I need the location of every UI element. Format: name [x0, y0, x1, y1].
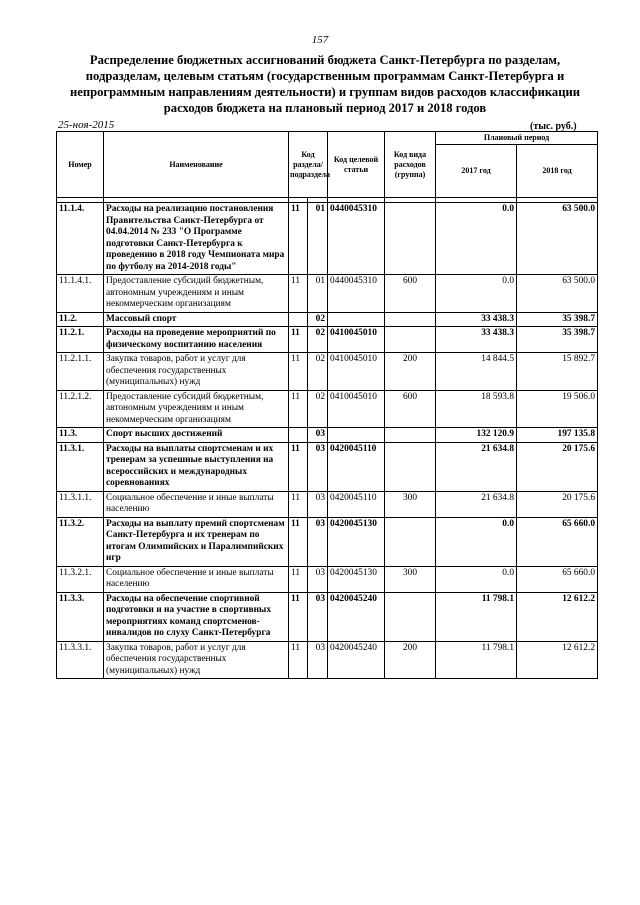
- row-amount-2018: 35 398.7: [517, 327, 598, 353]
- row-name: Предоставление субсидий бюджетным, автономным учреждениям и иным некоммерческим организациям: [104, 390, 289, 428]
- table-row: [57, 592, 598, 641]
- row-section-code: 11: [289, 353, 308, 391]
- row-number: 11.3.3.: [57, 592, 104, 641]
- row-target-code: 0420045110: [328, 442, 385, 491]
- row-amount-2017: 132 120.9: [436, 428, 517, 443]
- row-target-code: 0410045010: [328, 327, 385, 353]
- row-name: Расходы на выплаты спортсменам и их тренерам за успешные выступления на всероссийских и международных соревнованиях: [104, 442, 289, 491]
- row-expense-code: 600: [385, 275, 436, 313]
- header-planned-period: Плановый период: [436, 132, 598, 145]
- row-target-code: 0410045010: [328, 353, 385, 391]
- row-section-code: 11: [289, 390, 308, 428]
- row-expense-code: 200: [385, 353, 436, 391]
- header-section-code: Код раздела/подраздела: [289, 132, 328, 198]
- row-expense-code: 300: [385, 491, 436, 517]
- row-name: Спорт высших достижений: [104, 428, 289, 443]
- row-number: 11.1.4.1.: [57, 275, 104, 313]
- row-target-code: [328, 312, 385, 327]
- header-expense-code: Код вида расходов (группа): [385, 132, 436, 198]
- row-amount-2018: 35 398.7: [517, 312, 598, 327]
- row-number: 11.3.: [57, 428, 104, 443]
- row-expense-code: [385, 312, 436, 327]
- row-number: 11.2.1.: [57, 327, 104, 353]
- row-section-code: [289, 312, 308, 327]
- row-target-code: [328, 428, 385, 443]
- header-year-2017: 2017 год: [436, 145, 517, 198]
- row-number: 11.2.: [57, 312, 104, 327]
- row-subsection-code: 01: [308, 275, 328, 313]
- row-amount-2018: 19 506.0: [517, 390, 598, 428]
- row-amount-2018: 20 175.6: [517, 442, 598, 491]
- row-subsection-code: 03: [308, 428, 328, 443]
- row-subsection-code: 03: [308, 517, 328, 566]
- row-name: Закупка товаров, работ и услуг для обеспечения государственных (муниципальных) нужд: [104, 641, 289, 679]
- row-section-code: 11: [289, 442, 308, 491]
- row-amount-2017: 0.0: [436, 566, 517, 592]
- row-amount-2017: 11 798.1: [436, 641, 517, 679]
- table-row: [57, 390, 598, 428]
- row-subsection-code: 03: [308, 592, 328, 641]
- row-number: 11.2.1.1.: [57, 353, 104, 391]
- row-amount-2017: 21 634.8: [436, 442, 517, 491]
- row-expense-code: 600: [385, 390, 436, 428]
- header-number: Номер: [57, 132, 104, 198]
- row-subsection-code: 02: [308, 353, 328, 391]
- document-date: 25-ноя-2015: [58, 119, 115, 131]
- row-amount-2017: 0.0: [436, 517, 517, 566]
- row-amount-2017: 11 798.1: [436, 592, 517, 641]
- row-section-code: 11: [289, 566, 308, 592]
- row-name: Массовый спорт: [104, 312, 289, 327]
- row-amount-2017: 0.0: [436, 203, 517, 275]
- row-target-code: 0410045010: [328, 390, 385, 428]
- row-subsection-code: 03: [308, 566, 328, 592]
- row-name: Социальное обеспечение и иные выплаты населению: [104, 566, 289, 592]
- row-name: Социальное обеспечение и иные выплаты населению: [104, 491, 289, 517]
- row-amount-2018: 20 175.6: [517, 491, 598, 517]
- row-subsection-code: 02: [308, 312, 328, 327]
- row-amount-2018: 65 660.0: [517, 517, 598, 566]
- table-row: [57, 353, 598, 391]
- table-row: [57, 428, 598, 443]
- row-subsection-code: 03: [308, 641, 328, 679]
- row-amount-2018: 12 612.2: [517, 592, 598, 641]
- row-number: 11.1.4.: [57, 203, 104, 275]
- row-amount-2017: 33 438.3: [436, 327, 517, 353]
- row-subsection-code: 03: [308, 442, 328, 491]
- table-row: [57, 491, 598, 517]
- table-row: [57, 442, 598, 491]
- table-row: [57, 517, 598, 566]
- row-section-code: 11: [289, 517, 308, 566]
- budget-table-body: [57, 198, 598, 679]
- row-number: 11.3.2.1.: [57, 566, 104, 592]
- row-amount-2017: 33 438.3: [436, 312, 517, 327]
- header-target-code: Код целевой статьи: [328, 132, 385, 198]
- header-name: Наименование: [104, 132, 289, 198]
- row-target-code: 0420045240: [328, 641, 385, 679]
- row-name: Расходы на реализацию постановления Правительства Санкт-Петербурга от 04.04.2014 № 233 "О Программе подготовки Санкт-Петербурга к проведению в 2018 году Чемпионата мира по футболу на 2014-2018 годы": [104, 203, 289, 275]
- row-expense-code: [385, 203, 436, 275]
- row-expense-code: [385, 442, 436, 491]
- row-section-code: 11: [289, 203, 308, 275]
- row-amount-2017: 0.0: [436, 275, 517, 313]
- table-row: [57, 566, 598, 592]
- row-target-code: 0420045130: [328, 517, 385, 566]
- page-number: 157: [311, 34, 329, 46]
- row-number: 11.3.1.1.: [57, 491, 104, 517]
- table-row: [57, 327, 598, 353]
- row-subsection-code: 03: [308, 491, 328, 517]
- row-expense-code: [385, 428, 436, 443]
- row-number: 11.2.1.2.: [57, 390, 104, 428]
- row-section-code: 11: [289, 592, 308, 641]
- row-amount-2017: 21 634.8: [436, 491, 517, 517]
- row-target-code: 0420045240: [328, 592, 385, 641]
- row-subsection-code: 02: [308, 327, 328, 353]
- table-row: [57, 641, 598, 679]
- row-subsection-code: 02: [308, 390, 328, 428]
- table-row: [57, 203, 598, 275]
- budget-table: [56, 131, 598, 679]
- row-number: 11.3.2.: [57, 517, 104, 566]
- row-amount-2018: 12 612.2: [517, 641, 598, 679]
- row-section-code: 11: [289, 641, 308, 679]
- row-section-code: [289, 428, 308, 443]
- row-name: Расходы на обеспечение спортивной подготовки и на участие в спортивных мероприятиях команд спортсменов-инвалидов по слуху Санкт-Петербурга: [104, 592, 289, 641]
- units-label: (тыс. руб.): [530, 121, 577, 132]
- table-row: [57, 312, 598, 327]
- row-name: Предоставление субсидий бюджетным, автономным учреждениям и иным некоммерческим организациям: [104, 275, 289, 313]
- row-amount-2017: 14 844.5: [436, 353, 517, 391]
- document-title: Распределение бюджетных ассигнований бюджета Санкт-Петербурга по разделам, подразделам, целевым статьям (государственным программам Санкт-Петербурга и непрограммным направлениям деятельности) и группам видов расходов классификации расходов бюджета на плановый период 2017 и 2018 годов: [70, 53, 580, 115]
- row-expense-code: [385, 327, 436, 353]
- row-target-code: 0420045110: [328, 491, 385, 517]
- header-year-2018: 2018 год: [517, 145, 598, 198]
- row-expense-code: 200: [385, 641, 436, 679]
- row-target-code: 0440045310: [328, 203, 385, 275]
- row-subsection-code: 01: [308, 203, 328, 275]
- row-amount-2018: 63 500.0: [517, 275, 598, 313]
- row-number: 11.3.1.: [57, 442, 104, 491]
- row-amount-2018: 65 660.0: [517, 566, 598, 592]
- row-expense-code: 300: [385, 566, 436, 592]
- row-amount-2018: 15 892.7: [517, 353, 598, 391]
- row-section-code: 11: [289, 491, 308, 517]
- row-name: Расходы на проведение мероприятий по физическому воспитанию населения: [104, 327, 289, 353]
- row-name: Закупка товаров, работ и услуг для обеспечения государственных (муниципальных) нужд: [104, 353, 289, 391]
- row-section-code: 11: [289, 275, 308, 313]
- table-row: [57, 275, 598, 313]
- row-expense-code: [385, 517, 436, 566]
- row-target-code: 0420045130: [328, 566, 385, 592]
- row-name: Расходы на выплату премий спортсменам Санкт-Петербурга и их тренерам по итогам Олимпийских и Паралимпийских игр: [104, 517, 289, 566]
- row-amount-2018: 63 500.0: [517, 203, 598, 275]
- row-amount-2017: 18 593.8: [436, 390, 517, 428]
- row-target-code: 0440045310: [328, 275, 385, 313]
- row-section-code: 11: [289, 327, 308, 353]
- row-number: 11.3.3.1.: [57, 641, 104, 679]
- row-amount-2018: 197 135.8: [517, 428, 598, 443]
- row-expense-code: [385, 592, 436, 641]
